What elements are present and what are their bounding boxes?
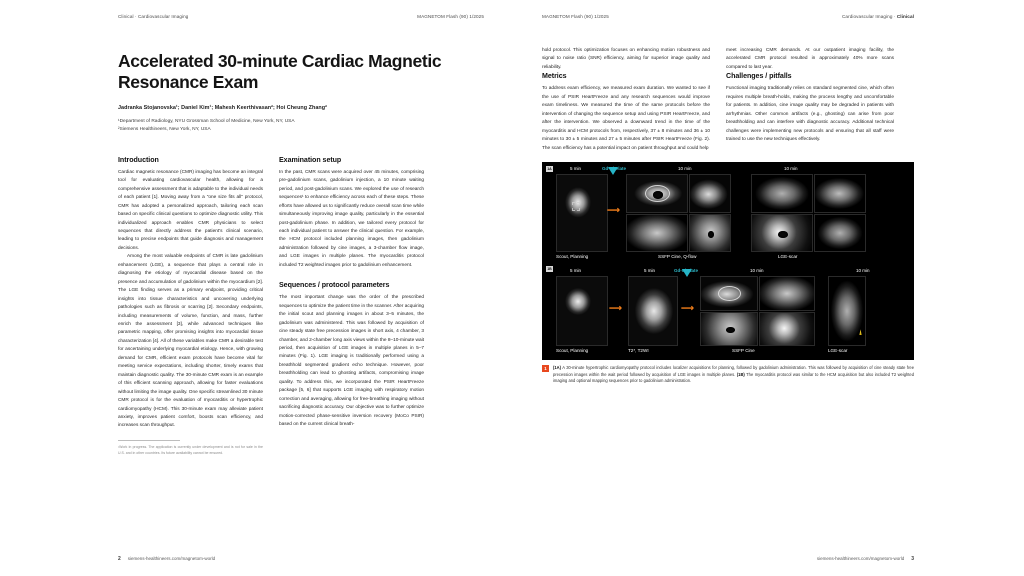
caption-body-1b: The myocarditis protocol was similar to the HCM acquisition but also included T2 weighted imaging and optional mapping sequences prior to gadolinium administration. — [553, 371, 914, 384]
affiliation-1: ¹Department of Radiology, NYU Grossman School of Medicine, New York, NY, USA — [118, 119, 295, 125]
mri-tile-scout-1b — [556, 276, 608, 346]
section-challenges — [726, 72, 894, 144]
mri-tile-t2w-1b — [628, 276, 678, 346]
mri-tile-lge-1b — [828, 276, 866, 346]
runhead-section-label-right — [842, 14, 914, 19]
left-page-number: 2 — [118, 556, 121, 562]
article-title: Accelerated 30-minute Cardiac Magnetic Resonance Exam — [118, 51, 442, 92]
runhead-section-label: Clinical · Cardiovascular Imaging — [118, 14, 189, 19]
footnote-text: ¹Work in progress. The application is currently under development and is not for sale in the U.S. and in other countries. Its future availability cannot be ensured. — [118, 444, 263, 455]
roi-box-1a — [572, 202, 580, 211]
label-1b-10min-1: 10 min — [750, 267, 764, 273]
footnote-rule — [118, 440, 180, 441]
introduction-heading: Introduction — [118, 155, 159, 164]
column-3 — [542, 47, 710, 153]
left-page-footer — [118, 556, 215, 562]
column-4 — [726, 47, 894, 153]
label-1a-10min-1: 10 min — [678, 165, 692, 171]
figure-row-1a-bottom-labels — [546, 252, 910, 262]
figure-row-1a-top-labels — [546, 165, 910, 174]
left-running-head — [118, 14, 484, 23]
caption-1b-t2: T2*, T2WI — [628, 347, 649, 353]
label-1a-10min-2: 10 min — [784, 165, 798, 171]
figure-caption-text — [553, 365, 914, 385]
metrics-paragraph-1: To address exam efficiency, we measured exam duration. We wanted to see if the use of PSIR HeartFreeze and any research sequences would improve exam timeliness. We measured the time of the same protocols before the intervention of changing the sequence setup and using PSIR HeartFreeze, and after the intervention. We observed a downward trend in the time of the myocarditis and HCM protocols from, respectively, 37 ± 8 minutes and 36 ± 10 minutes to 30 ± 5 minutes and 27 ± 5 minutes after PSIR HeartFreeze (Fig. 2). The scan efficiency has a potential impact on patient throughput and could help — [542, 86, 710, 151]
caption-1a-lge: LGE-scar — [778, 253, 798, 259]
mri-tile-cine-4-1b — [759, 312, 815, 346]
mri-tile-lge-3-1a — [751, 214, 813, 252]
section-examination-setup — [279, 156, 424, 270]
figure-row-1a — [546, 165, 910, 262]
label-1b-5min-1: 5 min — [570, 267, 582, 273]
caption-label-1b: (1B) — [736, 371, 745, 377]
mri-tile-cine-sa-1a — [626, 174, 688, 213]
lge-scar-highlight — [859, 329, 862, 335]
caption-1a-scout: Scout, Planning — [556, 253, 589, 259]
meeting-demands-paragraph: meet increasing CMR demands. At our outpatient imaging facility, the accelerated CMR protocol resulted in approximately 40% more scans compared to last year. — [726, 48, 894, 70]
right-page — [512, 0, 1024, 576]
figure-row-1b-bottom-labels — [546, 346, 910, 356]
flow-arrow-icon-1a: ⟶ — [607, 204, 620, 215]
metrics-heading: Metrics — [542, 72, 567, 81]
flow-arrow-icon-1b-2: ⟶ — [681, 302, 694, 313]
mri-tile-cine-1-1b — [700, 276, 758, 311]
author-list: Jadranka Stojanovska¹; Daniel Kim¹; Mahesh Keerthivasan²; Hoi Cheung Zhang² — [118, 105, 327, 112]
runhead-issue-label-right: MAGNETOM Flash (90) 1/2025 — [542, 14, 609, 19]
figure-1 — [542, 162, 914, 385]
mri-tile-lge-4-1a — [814, 214, 866, 252]
mri-tile-cine-4ch-1a — [626, 214, 688, 252]
right-page-columns — [542, 47, 914, 153]
label-1b-gd-chelate: Gd-Chelate — [674, 267, 699, 273]
left-page-columns — [118, 156, 484, 456]
right-page-footer — [817, 556, 914, 562]
figure-row-1b — [546, 265, 910, 356]
right-page-number: 3 — [911, 556, 914, 562]
caption-1a-ssfp: SSFP Cine, Q-flow — [658, 253, 697, 259]
figure-row-1b-top-labels — [546, 267, 910, 276]
mri-tile-scout-1a — [556, 174, 608, 252]
runhead-category: Clinical — [896, 14, 914, 19]
caption-body-1a: A 30-minute hypertrophic cardiomyopathy protocol includes localizer acquisitions for planning, followed by gadolinium administration. This was followed by acquisition of cine steady state free precession images within the wait period followed by acquisition of LGE images in multiple planes. — [553, 364, 914, 377]
figure-panel-tag-1a: 1A — [547, 166, 552, 171]
challenges-heading: Challenges / pitfalls — [726, 72, 792, 81]
continued-paragraph: hold protocol. This optimization focuses on enhancing motion robustness and signal to noise ratio (SNR) efficiency, aiming for superior image quality and reliability. — [542, 48, 710, 70]
label-1b-10min-2: 10 min — [856, 267, 870, 273]
column-2 — [279, 156, 424, 456]
caption-label-1a: (1A) — [553, 364, 561, 370]
right-footer-url: siemens-healthineers.com/magnetom-world — [816, 556, 905, 561]
sequences-heading: Sequences / protocol parameters — [279, 281, 390, 290]
left-footer-url: siemens-healthineers.com/magnetom-world — [127, 556, 216, 561]
mri-tile-qflow-1a — [689, 214, 731, 252]
mri-tile-cine-2-1b — [759, 276, 815, 311]
mri-tile-cine-lax-1a — [689, 174, 731, 213]
introduction-paragraph-2: Among the most valuable endpoints of CMR is late gadolinium enhancement (LGE), a sequence that plays a central role in diagnosing the etiology of myocardial disease based on the presence and accumulation of gadolinium within the myocardium [2]. The LGE finding serves as a primary endpoint, providing critical insights into tissue characteristics and uncovering underlying pathologies such as fibrosis or scarring [2]. Secondary endpoints, including measurements of volume, function, and mass, further enrich the assessment [3], while advanced techniques like parametric mapping, offer promising insights into myocardial tissue characterization [4]. All of these variables make CMR a desirable test for ascertaining underlying myocardial etiology. Hence, with growing demand for CMR, efficient exam protocols have become vital for meeting service expectations, including shorter, timely exams that maintain diagnostic quality. The 30-minute CMR exam is an example of this efficient scanning approach, allowing for faster evaluations without limiting the image quality. One specific streamlined 30 minute CMR protocol is for the evaluation of myocarditis or hypertrophic cardiomyopathy (HCM). This 30-minute exam may alleviate patient anxiety, improves patient comfort, boosts scan efficiency, and increases scan throughput. — [118, 254, 263, 429]
section-introduction — [118, 156, 263, 431]
mri-tile-lge-1-1a — [751, 174, 813, 213]
introduction-paragraph-1: Cardiac magnetic resonance (CMR) imaging has become an integral tool for evaluating cardiovascular health, allowing for a comprehensive assessment that is adaptable to the individual needs of each patient [1]. Moving away from a "one size fits all" protocol, CMR has adopted a personalized approach, tailoring each scan based on specific clinical questions to optimize diagnostic utility. This individualized approach enables CMR physicians to select sequences that directly address the patient's clinical scenario, leading to precise endpoints that guide diagnosis and management decisions. — [118, 169, 263, 251]
figure-row-1b-images — [546, 276, 910, 346]
examination-setup-paragraph-1: In the past, CMR scans were acquired over 45 minutes, comprising pre-gadolinium scans, gadolinium injection, a 10 minute waiting period, and post-gadolinium scans. We explored the use of research sequences¹ to enhance efficiency across each of these steps. These efforts have allowed us to significantly reduce overall scan time while simultaneously improving image quality, particularly in the essential post-gadolinium phase. In addition, we tailored every protocol for each individual patient to answer the clinical question. For example, the HCM protocol included planning images, then gadolinium administration followed by cine images, a 3-chamber flow image, and LGE images in multiple planes. The myocarditis protocol included T2 weighted images prior to gadolinium enhancement. — [279, 169, 424, 268]
figure-caption — [542, 365, 914, 385]
mri-tile-lge-2-1a — [814, 174, 866, 213]
label-1b-5min-2: 5 min — [644, 267, 656, 273]
sequences-paragraph-1: The most important change was the order of the prescribed sequences to optimize the patient time in the scanner. After acquiring the initial scout and planning images in about 3–5 minutes, the gadolinium was administered. This was followed by acquisition of cine steady state free precession images in short axis, 4 chamber, 3 chamber, and 2-chamber long axis views within the 8–10-minute wait period, then acquisition of LGE images in multiple planes in 5–7 minutes (Fig. 1). LGE imaging is traditionally performed using a breathhold segmented gradient echo technique. However, poor breathholding can lead to ghosting artifacts, compromising image quality. To address this, we incorporated the PSIR HeartFreeze package [5, 6] that supports LGE imaging with respiratory motion correction and averaging, allowing for free-breathing imaging without sacrificing diagnostic accuracy. Our objective was to further optimize motion-corrected phase-sensitive inversion recovery (MoCo PSIR) based on the current clinical breath- — [279, 295, 424, 428]
figure-panel-tag-1b: 1B — [547, 266, 552, 271]
section-sequences — [279, 281, 424, 429]
caption-1b-ssfp: SSFP Cine — [732, 347, 755, 353]
figure-row-1a-images — [546, 174, 910, 252]
affiliations — [118, 118, 484, 134]
column-1 — [118, 156, 263, 456]
gd-chelate-marker-icon-1a — [608, 167, 618, 175]
mri-tile-cine-3-1b — [700, 312, 758, 346]
figure-caption-badge: 1 — [542, 365, 549, 372]
section-metrics — [542, 72, 710, 153]
challenges-paragraph-1: Functional imaging traditionally relies on standard segmented cine, which often requires multiple breath-holds, making the process lengthy and uncomfortable for patients. In addition, cine image quality may be degraded in patients with arrhythmias. Other common artifacts (e.g., ghosting) can arise from poor breathholding and can interfere with diagnostic accuracy. Additional technical challenges were implementing new protocols and ensuring that all staff were trained to use the new techniques effectively. — [726, 86, 894, 143]
examination-setup-heading: Examination setup — [279, 155, 342, 164]
caption-1b-scout: Scout, Planning — [556, 347, 589, 353]
label-1a-gd-chelate: Gd-Chelate — [602, 165, 627, 171]
flow-arrow-icon-1b-1: ⟶ — [609, 302, 622, 313]
label-1a-5min: 5 min — [570, 165, 582, 171]
affiliation-2: ²Siemens Healthineers, New York, NY, USA — [118, 127, 211, 133]
figure-image-panel — [542, 162, 914, 360]
runhead-issue-label: MAGNETOM Flash (90) 1/2025 — [417, 14, 484, 19]
caption-1b-lge: LGE-scar — [828, 347, 848, 353]
runhead-topic: Cardiovascular Imaging · — [842, 14, 897, 19]
right-running-head — [542, 14, 914, 23]
gd-chelate-marker-icon-1b — [682, 269, 692, 277]
